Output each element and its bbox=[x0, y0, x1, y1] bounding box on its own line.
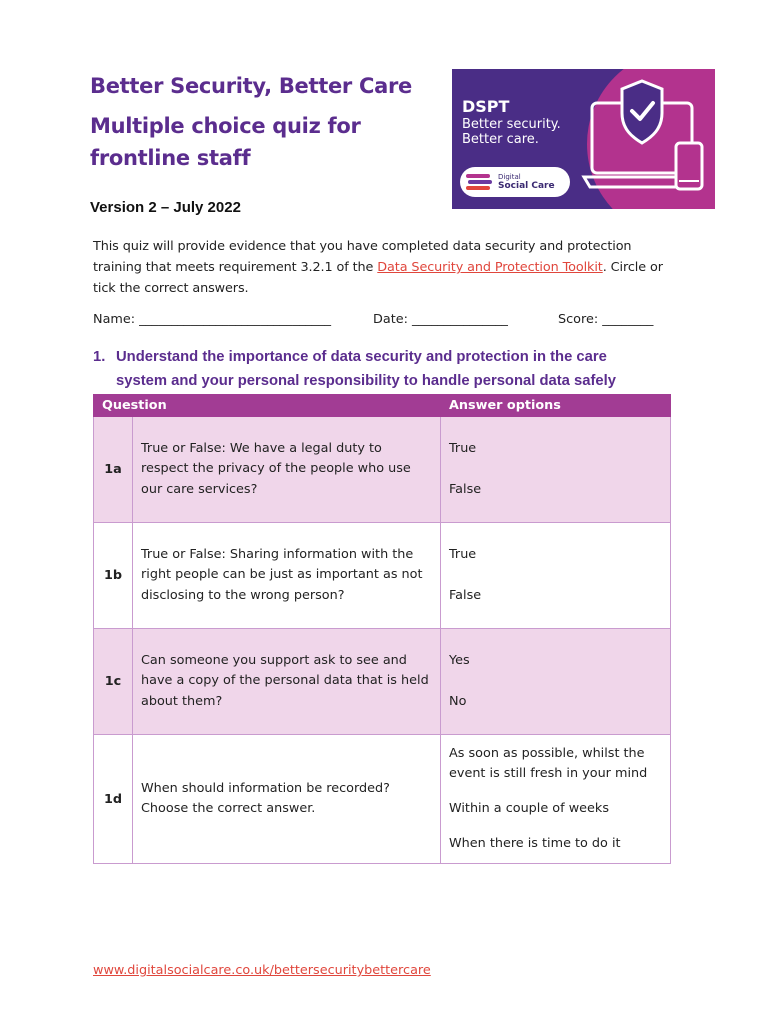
answer-option[interactable]: When there is time to do it bbox=[449, 836, 621, 851]
banner-tagline-line2: Better care. bbox=[462, 132, 539, 147]
logo-text-line1: Digital bbox=[498, 173, 521, 181]
intro-paragraph: This quiz will provide evidence that you have completed data security and protection training that meets requirement 3.2.1 of the Data Security and Protection Toolkit. Circle or tick the correct answers. bbox=[93, 239, 663, 296]
footer-link[interactable]: www.digitalsocialcare.co.uk/bettersecuritybettercare bbox=[93, 963, 431, 978]
banner-heading: DSPT bbox=[462, 97, 510, 116]
question-number: 1c bbox=[94, 629, 133, 735]
dspt-toolkit-link[interactable]: Data Security and Protection Toolkit bbox=[377, 260, 603, 275]
answer-option[interactable]: Yes bbox=[449, 653, 470, 668]
question-text: True or False: Sharing information with the right people can be just as important as not disclosing to the wrong person? bbox=[133, 523, 441, 629]
answer-option[interactable]: False bbox=[449, 588, 482, 603]
answer-option[interactable]: True bbox=[449, 441, 477, 456]
answer-options bbox=[441, 417, 671, 523]
question-text: When should information be recorded? Choose the correct answer. bbox=[133, 735, 441, 864]
table-row bbox=[94, 629, 671, 735]
section-title-line2: system and your personal responsibility to handle personal data safely bbox=[116, 373, 616, 389]
document-title: Better Security, Better Care bbox=[90, 74, 412, 98]
answer-option[interactable]: False bbox=[449, 482, 482, 497]
banner-tagline-line1: Better security. bbox=[462, 117, 561, 132]
answer-option[interactable]: No bbox=[449, 694, 467, 709]
question-column-header: Question bbox=[94, 395, 441, 417]
name-field[interactable]: Name: ______________________________ bbox=[93, 312, 332, 327]
answer-options bbox=[441, 735, 671, 864]
answer-options bbox=[441, 629, 671, 735]
logo-mark-icon bbox=[466, 173, 494, 191]
answer-options bbox=[441, 523, 671, 629]
table-row bbox=[94, 417, 671, 523]
quiz-table bbox=[93, 394, 671, 864]
question-number: 1d bbox=[94, 735, 133, 864]
version-label: Version 2 – July 2022 bbox=[90, 199, 241, 216]
dspt-banner bbox=[452, 69, 715, 209]
section-heading bbox=[93, 345, 693, 393]
table-row bbox=[94, 523, 671, 629]
score-field[interactable]: Score: ________ bbox=[558, 312, 654, 327]
shield-check-icon bbox=[622, 81, 662, 143]
answer-option[interactable]: True bbox=[449, 547, 477, 562]
document-subtitle-line1: Multiple choice quiz for bbox=[90, 114, 361, 138]
question-number: 1b bbox=[94, 523, 133, 629]
section-number: 1. bbox=[93, 349, 106, 365]
question-text: Can someone you support ask to see and have a copy of the personal data that is held about them? bbox=[133, 629, 441, 735]
section-title-line1: Understand the importance of data security and protection in the care bbox=[116, 349, 607, 365]
question-number: 1a bbox=[94, 417, 133, 523]
laptop-icon bbox=[580, 73, 712, 205]
phone-icon bbox=[676, 143, 702, 189]
logo-text-line2: Social Care bbox=[498, 181, 555, 191]
answer-option[interactable]: Within a couple of weeks bbox=[449, 801, 609, 816]
document-subtitle-line2: frontline staff bbox=[90, 146, 251, 170]
answer-column-header: Answer options bbox=[441, 395, 671, 417]
question-text: True or False: We have a legal duty to respect the privacy of the people who use our care services? bbox=[133, 417, 441, 523]
date-field[interactable]: Date: _______________ bbox=[373, 312, 508, 327]
table-row bbox=[94, 735, 671, 864]
answer-option[interactable]: As soon as possible, whilst the event is still fresh in your mind bbox=[449, 746, 648, 781]
digital-social-care-logo bbox=[460, 167, 570, 197]
